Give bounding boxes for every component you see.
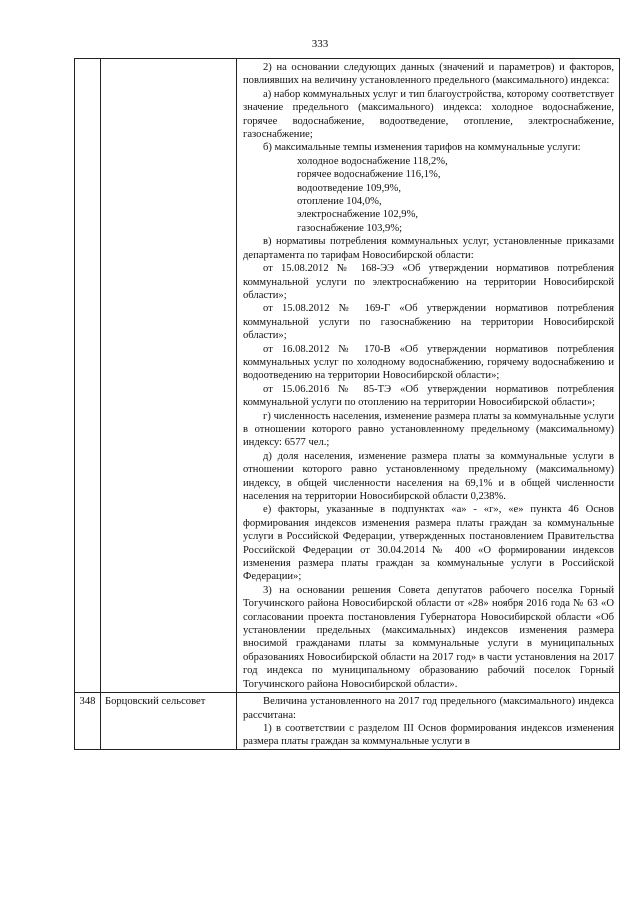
paragraph: в) нормативы потребления коммунальных услуг, установленные приказами департамента по тарифам Новосибирской области:: [243, 236, 614, 261]
order-reference: от 15.06.2016 № 85-ТЭ «Об утверждении нормативов потребления коммунальной услуги по отоплению на территории Новосибирской области»;: [243, 383, 614, 409]
paragraph: б) максимальные темпы изменения тарифов на коммунальные услуги:: [263, 142, 581, 154]
indices-table: [74, 58, 620, 750]
paragraph: 2) на основании следующих данных (значений и параметров) и факторов, повлиявших на величину установленного предельного (максимального) индекса:: [243, 62, 614, 87]
paragraph: д) доля населения, изменение размера платы за коммунальные услуги в отношении которого равно установленному предельному (максимальному) индексу, в общей численности населения на 69,1% и в общей численности населения на территории Новосибирской области 0,238%.: [243, 450, 614, 502]
table-row: [75, 59, 620, 693]
page-number: 333: [311, 38, 329, 50]
order-reference: от 15.08.2012 № 169-Г «Об утверждении нормативов потребления коммунальной услуги по газоснабжению на территории Новосибирской области»;: [243, 303, 614, 342]
justification-cell: [237, 59, 620, 693]
tariff-rate-item: водоотведение 109,9%,: [297, 182, 401, 194]
order-reference: от 16.08.2012 № 170-В «Об утверждении нормативов потребления коммунальных услуг по холодному водоснабжению, горячему водоснабжению и водоотведению на территории Новосибирской области»;: [243, 343, 614, 382]
paragraph: г) численность населения, изменение размера платы за коммунальные услуги в отношении которого равно установленному предельному (максимальному) индексу: 6577 чел.;: [243, 410, 614, 449]
table-row: [75, 693, 620, 750]
paragraph: Величина установленного на 2017 год предельного (максимального) индекса рассчитана:: [243, 696, 614, 721]
row-number-cell: [75, 59, 101, 693]
justification-cell: [237, 693, 620, 750]
tariff-rate-item: отопление 104,0%,: [297, 196, 382, 208]
paragraph: е) факторы, указанные в подпунктах «а» - «г», «е» пункта 46 Основ формирования индексов изменения размера платы граждан за коммунальные услуги в Российской Федерации, утвержденных постановлением Правительства Российской Федерации от 30.04.2014 № 400 «О формировании индексов изменения размера платы граждан за коммунальные услуги в Российской Федерации»;: [243, 504, 614, 583]
tariff-rate-item: холодное водоснабжение 118,2%,: [297, 155, 448, 167]
paragraph: 1) в соответствии с разделом III Основ формирования индексов изменения размера платы граждан за коммунальные услуги в: [243, 722, 614, 748]
paragraph: 3) на основании решения Совета депутатов рабочего поселка Горный Тогучинского района Новосибирской области от «28» ноября 2016 года № 63 «О согласовании проекта постановления Губернатора Новосибирской области «Об установлении предельных (максимальных) индексов изменения размера вносимой гражданами платы за коммунальные услуги в муниципальных образованиях Новосибирской области на 2017 год» в части установления на 2017 год индекса по муниципальному образованию рабочий поселок Горный Тогучинского района Новосибирской области».: [243, 584, 614, 690]
order-reference: от 15.08.2012 № 168-ЭЭ «Об утверждении нормативов потребления коммунальной услуги по электроснабжению на территории Новосибирской области»;: [243, 263, 614, 301]
tariff-rate-item: горячее водоснабжение 116,1%,: [297, 169, 441, 181]
paragraph: а) набор коммунальных услуг и тип благоустройства, которому соответствует значение предельного (максимального) индекса: холодное водоснабжение, горячее водоснабжение, водоотведение, отопление, электроснабжение, газоснабжение;: [243, 88, 614, 141]
tariff-rate-item: электроснабжение 102,9%,: [297, 209, 419, 221]
row-number-cell: 348: [75, 693, 101, 750]
tariff-rate-item: газоснабжение 103,9%;: [297, 222, 403, 234]
municipality-name-cell: Борцовский сельсовет: [101, 693, 237, 750]
municipality-name-cell: [101, 59, 237, 693]
